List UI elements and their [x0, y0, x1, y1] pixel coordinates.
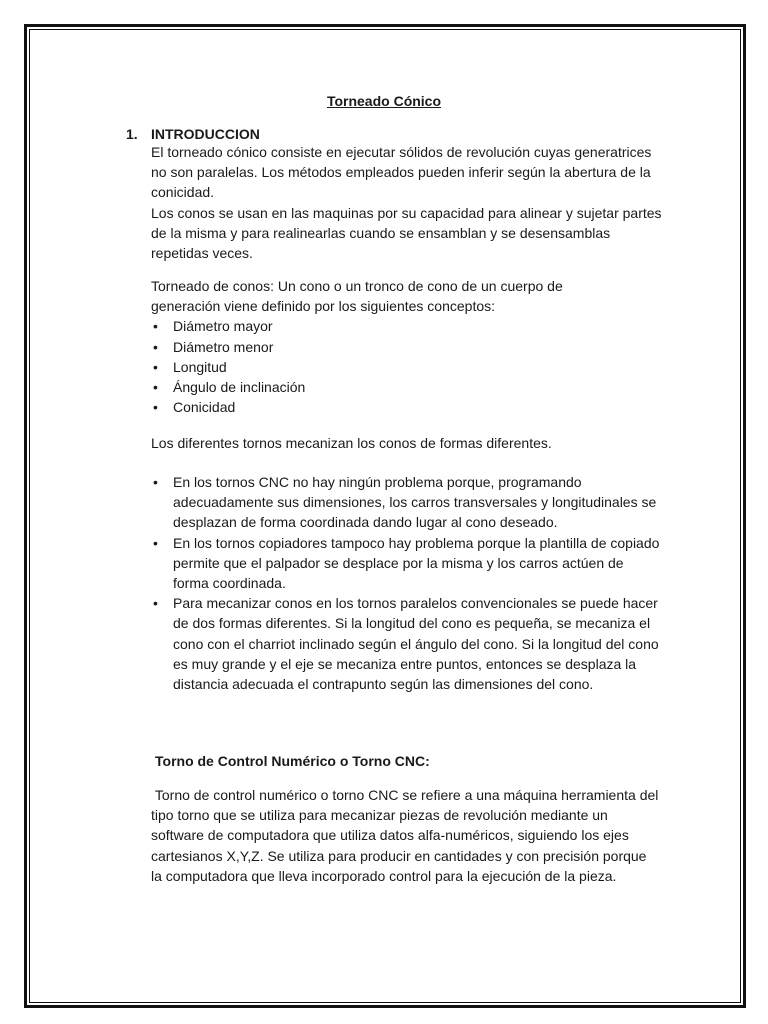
list-item: • En los tornos copiadores tampoco hay problema porque la plantilla de copiado permite que el palpador se desplace por la misma y los carros actúen de forma coordinada.: [153, 534, 660, 592]
list-item: • Ángulo de inclinación: [151, 377, 621, 397]
list-item: • Diámetro mayor: [151, 316, 621, 336]
cnc-block: [151, 785, 661, 886]
bullet-icon: •: [153, 474, 158, 490]
section-title: INTRODUCCION: [151, 126, 260, 142]
bullet-icon: •: [153, 379, 158, 396]
list-item: • Conicidad: [151, 397, 621, 417]
document-title: Torneado Cónico: [326, 93, 442, 109]
list-item: • Para mecanizar conos en los tornos paralelos convencionales se puede hacer de dos formas diferentes. Si la longitud del cono es pequeña, se mecaniza el cono con el charriot inclinado según el ángulo del cono. Si la longitud del cono es muy grande y el eje se mecaniza entre puntos, entonces se desplaza la distancia adecuada el contrapunto según las dimensiones del cono.: [153, 595, 659, 693]
bullet-icon: •: [153, 338, 158, 355]
bullet-icon: •: [153, 534, 158, 551]
list-item: • Longitud: [151, 357, 621, 377]
bullet-icon: •: [153, 358, 158, 375]
intro-paragraph-2: Los conos se usan en las maquinas por su capacidad para alinear y sujetar partes de la misma y para realinearlas cuando se ensamblan y se desensamblas repetidas veces.: [151, 204, 662, 262]
section-number: 1.: [126, 126, 138, 142]
lathe-methods-list: [151, 472, 661, 694]
intro-paragraph-1: El torneado cónico consiste en ejecutar sólidos de revolución cuyas generatrices no son paralelas. Los métodos empleados pueden inferir según la abertura de la conicidad.: [151, 144, 652, 201]
list-item: • En los tornos CNC no hay ningún problema porque, programando adecuadamente sus dimensiones, los carros transversales y longitudinales se desplazan de forma coordinada dando lugar al cono deseado.: [153, 474, 657, 531]
cone-concepts-list: [151, 316, 621, 417]
lathes-intro-block: [151, 433, 671, 453]
cnc-heading: Torno de Control Numérico o Torno CNC:: [155, 753, 430, 769]
cones-block: [151, 276, 621, 417]
bullet-icon: •: [153, 595, 158, 612]
list-item: • Diámetro menor: [151, 337, 621, 357]
lathes-intro: Los diferentes tornos mecanizan los conos de formas diferentes.: [151, 435, 552, 451]
cones-intro: Torneado de conos: Un cono o un tronco de cono de un cuerpo de generación viene definido por los siguientes conceptos:: [151, 278, 563, 315]
lathe-methods-block: [151, 472, 661, 694]
intro-block: [151, 142, 663, 263]
cnc-paragraph: Torno de control numérico o torno CNC se refiere a una máquina herramienta del tipo torno que se utiliza para mecanizar piezas de revolución mediante un software de computadora que utiliza datos alfa-numéricos, siguiendo los ejes cartesianos X,Y,Z. Se utiliza para producir en cantidades y con precisión porque la computadora que lleva incorporado control para la ejecución de la pieza.: [151, 787, 663, 884]
bullet-icon: •: [153, 399, 158, 416]
bullet-icon: •: [153, 318, 158, 335]
